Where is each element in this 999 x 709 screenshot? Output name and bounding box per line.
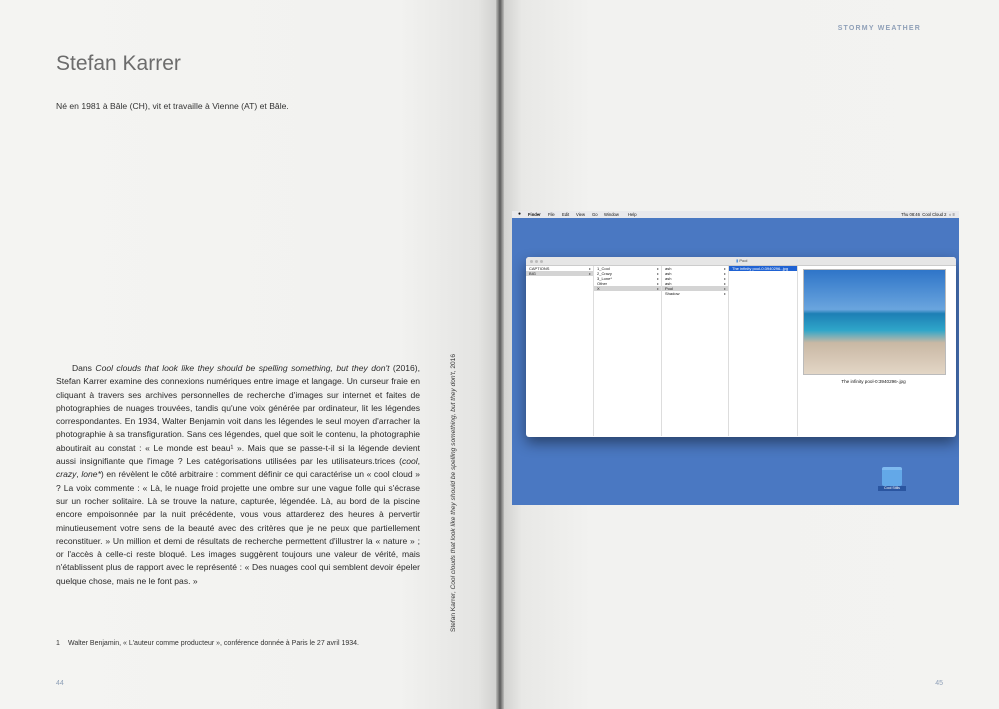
minimize-icon — [535, 260, 538, 263]
artist-name: Stefan Karrer — [56, 52, 181, 75]
desktop-folder-label: Cool Stills — [878, 486, 906, 491]
close-icon — [530, 260, 533, 263]
body-segment: lone* — [81, 469, 101, 480]
list-item: ash ▸ — [665, 276, 726, 281]
finder-window-title — [736, 257, 747, 265]
list-icon: ≡ — [952, 212, 955, 217]
list-item: X ▸ — [594, 286, 661, 291]
body-segment: , — [76, 469, 82, 480]
body-segment: crazy — [56, 469, 77, 480]
footnote-text: Walter Benjamin, « L'auteur comme producteur », conférence donnée à Paris le 27 avril 1934. — [68, 640, 359, 647]
search-icon: ○ — [948, 212, 952, 217]
footnote-number: 1 — [56, 640, 60, 647]
body-text — [56, 362, 420, 588]
footnote — [56, 640, 359, 647]
menubar-status — [901, 211, 955, 218]
body-segment: (2016), Stefan Karrer examine des connexions numériques entre image et langage. Un curseur fraie en cliquant à travers ses archives personnelles de recherche d'images sur internet et faites de photographies de nuages trouvées, tandis qu'une voix générée par ordinateur, lit les légendes correspondantes. En 1934, Walter Benjamin voit dans les légendes le seul moyen d'arracher la photographie à sa transfiguration. Sans ces légendes, quel que soit le contenu, la photographie aboutirait au constat : « Le monde est beau¹ ». Mais que se passe-t-il si la légende devient aussi insignifiante que l'image ? Les catégorisations utilisées par les utilisateurs.trices ( — [56, 363, 421, 467]
menu-view: View — [576, 212, 586, 217]
list-item: 2_Crazy ▸ — [597, 271, 659, 276]
page-number-left: 44 — [56, 680, 64, 687]
finder-column-3 — [662, 266, 729, 436]
finder-column-2 — [594, 266, 662, 436]
menu-file: File — [548, 212, 555, 217]
pool-preview-image — [803, 269, 946, 375]
book-gutter — [496, 0, 504, 709]
menu-finder: Finder — [528, 212, 541, 217]
menu-go: Go — [592, 212, 598, 217]
list-item: 3_Lone* ▸ — [597, 276, 659, 281]
caption-year: , 2016 — [450, 354, 457, 373]
list-item: 1_Cool ▸ — [597, 266, 659, 271]
finder-column-4 — [729, 266, 798, 436]
list-item: ash ▸ — [665, 266, 726, 271]
finder-column-1 — [526, 266, 594, 436]
list-item: Shadow ▸ — [665, 291, 726, 296]
artwork-screenshot — [512, 211, 959, 505]
list-item: BIG ▸ — [526, 271, 593, 276]
menu-window: Window — [604, 212, 619, 217]
menubar-user: Cool Cloud 2 — [922, 212, 947, 217]
caption-title: Cool clouds that look like they should be spelling something, but they don't — [450, 372, 457, 590]
folder-icon: ▮ — [736, 258, 739, 263]
selected-file: The infinity pool-0:3940296-.jpg — [729, 266, 797, 271]
list-item: Other ▸ — [597, 281, 659, 286]
vertical-caption — [450, 354, 457, 632]
zoom-icon — [540, 260, 543, 263]
finder-titlebar — [526, 257, 956, 266]
mac-menubar — [512, 211, 959, 218]
list-item: CAPTIONS ▸ — [529, 266, 591, 271]
list-item: ash ▸ — [665, 271, 726, 276]
menu-help: Help — [628, 212, 637, 217]
artist-bio: Né en 1981 à Bâle (CH), vit et travaille à Vienne (AT) et Bâle. — [56, 101, 289, 111]
list-item: ash ▸ — [665, 281, 726, 286]
page-number-right: 45 — [935, 680, 943, 687]
body-segment: ) en révèlent le côté arbitraire : comment définir ce qui caractérise un « cool cloud » ? La voix commente : « Là, le nuage froid projette une ombre sur une vague folle qui s'écrase sur un rocher solitaire. Là se trouve la nature, capturée, légendée. Là, au bord de la piscine encore empoisonnée par la nuit précédente, vous vous attarderez des heures à pervertir minutieusement votre sens de la beauté avec des critères que je ne peux que partiellement reconstituer. » Un million et demi de résultats de recherche permettent d'illustrer la « nature » ; or l'accès à celle-ci reste bloqué. Les images suggèrent toujours une valeur de vérité, mais n'établissent plus de rapport avec le représenté : « Des nuages cool qui semblent devoir épeler quelque chose, mais ne le font pas. » — [56, 469, 420, 586]
window-title-text: Pool — [739, 258, 748, 263]
finder-window — [526, 257, 956, 437]
caption-artist: Stefan Karrer, — [450, 589, 457, 633]
body-segment: cool — [401, 456, 418, 467]
desktop-folder-icon — [882, 467, 902, 486]
body-segment: , — [417, 456, 420, 467]
menu-edit: Edit — [562, 212, 570, 217]
clock: Thu 08:46 — [901, 212, 920, 217]
apple-icon: ● — [518, 211, 522, 217]
preview-caption: The infinity pool-0:3940296-.jpg — [841, 379, 906, 384]
body-segment: Cool clouds that look like they should be spelling something, but they don't — [95, 363, 390, 373]
body-segment: Dans — [72, 363, 96, 373]
running-head: STORMY WEATHER — [837, 25, 921, 32]
list-item: Pool ▸ — [662, 286, 728, 291]
